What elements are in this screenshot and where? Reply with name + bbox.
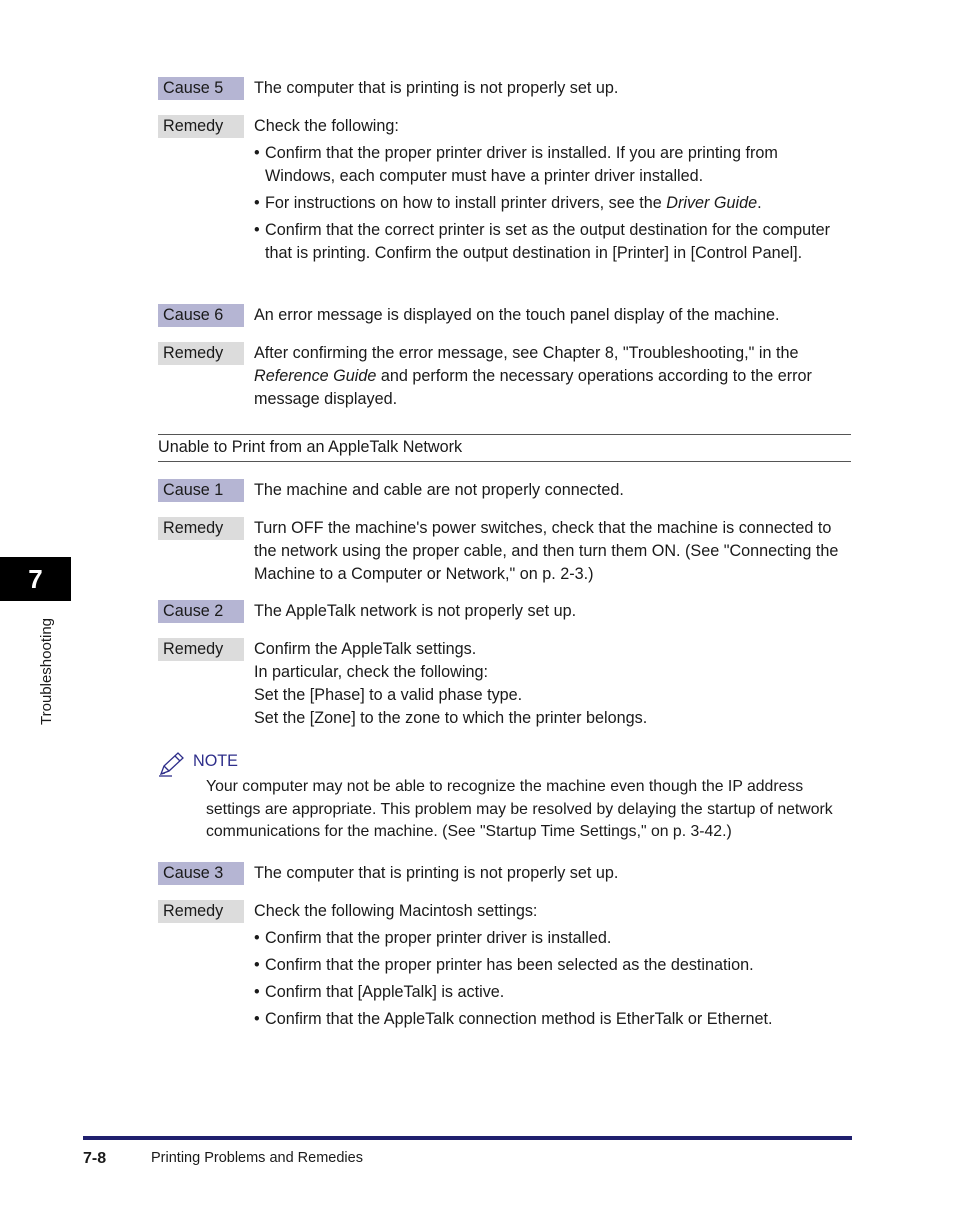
cause-tag: Cause 1 [158, 479, 244, 502]
cause-tag: Cause 6 [158, 304, 244, 327]
footer-rule [83, 1136, 852, 1140]
note-text: Your computer may not be able to recognize the machine even though the IP address settings are appropriate. This problem may be resolved by delaying the startup of network communications for the machine. (See "Startup Time Settings," on p. 3-42.) [206, 778, 833, 840]
remedy-tag: Remedy [158, 900, 244, 923]
cause-text: The computer that is printing is not properly set up. [254, 864, 619, 882]
cause-text: The AppleTalk network is not properly set up. [254, 602, 577, 620]
page-number: 7-8 [83, 1150, 107, 1167]
remedy-line: Confirm the AppleTalk settings. [254, 640, 477, 658]
cause-text: An error message is displayed on the touch panel display of the machine. [254, 306, 780, 324]
bullet-item: • Confirm that [AppleTalk] is active. [254, 981, 851, 1004]
remedy-tag: Remedy [158, 638, 244, 661]
bullet-item: • Confirm that the AppleTalk connection method is EtherTalk or Ethernet. [254, 1008, 851, 1031]
pencil-icon [158, 750, 186, 778]
cause-tag: Cause 5 [158, 77, 244, 100]
note-title: NOTE [193, 752, 238, 770]
remedy-text: Check the following: [254, 117, 399, 135]
remedy-text: After confirming the error message, see Chapter 8, "Troubleshooting," in the Reference Guide and perform the necessary operations according to the error message displayed. [254, 344, 812, 408]
remedy-line: In particular, check the following: [254, 663, 488, 681]
bullet-item: • Confirm that the proper printer driver is installed. [254, 927, 851, 950]
cause-tag: Cause 3 [158, 862, 244, 885]
chapter-tab: 7 [0, 557, 71, 601]
remedy-tag: Remedy [158, 517, 244, 540]
remedy-text: Turn OFF the machine's power switches, check that the machine is connected to the network using the proper cable, and then turn them ON. (See "Connecting the Machine to a Computer or Network," on p. 2-3.) [254, 519, 839, 583]
footer-title: Printing Problems and Remedies [151, 1150, 363, 1166]
remedy-line: Set the [Zone] to the zone to which the printer belongs. [254, 709, 648, 727]
remedy-tag: Remedy [158, 115, 244, 138]
remedy-tag: Remedy [158, 342, 244, 365]
bullet-item: • Confirm that the proper printer driver is installed. If you are printing from Windows, each computer must have a printer driver installed. [254, 142, 851, 188]
bullet-item: • Confirm that the correct printer is set as the output destination for the computer that is printing. Confirm the output destination in [Printer] in [Control Panel]. [254, 219, 851, 265]
remedy-line: Set the [Phase] to a valid phase type. [254, 686, 523, 704]
chapter-label: Troubleshooting [38, 617, 55, 725]
remedy-bullet-list [254, 927, 851, 1031]
cause-text: The computer that is printing is not properly set up. [254, 79, 619, 97]
section-heading: Unable to Print from an AppleTalk Network [158, 434, 851, 462]
cause-text: The machine and cable are not properly connected. [254, 481, 624, 499]
remedy-text: Check the following Macintosh settings: [254, 902, 538, 920]
driver-guide-title: Driver Guide [666, 194, 758, 212]
reference-guide-title: Reference Guide [254, 367, 377, 385]
cause-tag: Cause 2 [158, 600, 244, 623]
bullet-item: • Confirm that the proper printer has been selected as the destination. [254, 954, 851, 977]
remedy-bullet-list [254, 142, 851, 265]
bullet-item: • For instructions on how to install printer drivers, see the Driver Guide. [254, 192, 851, 215]
